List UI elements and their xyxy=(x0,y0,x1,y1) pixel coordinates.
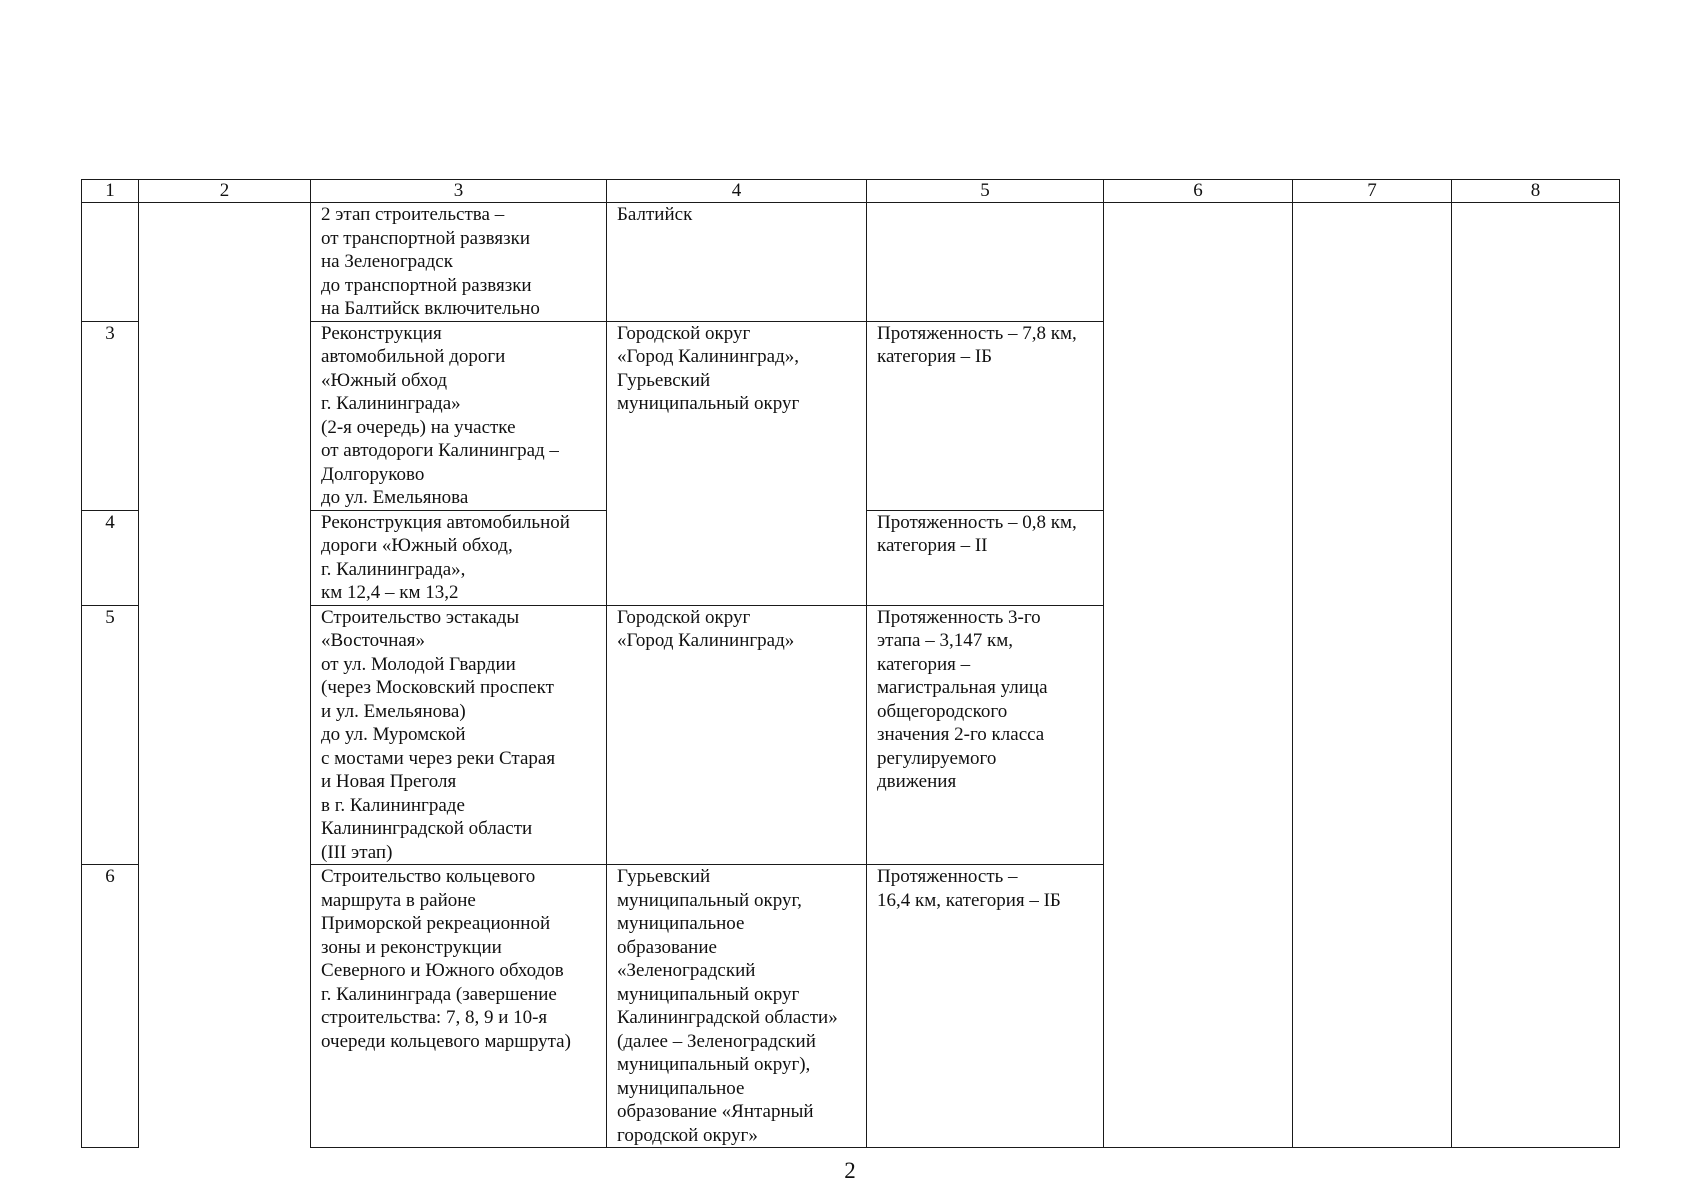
table-row xyxy=(82,203,1620,322)
object-name-cell: Строительство эстакады «Восточная» от ул. Молодой Гвардии (через Московский проспект и ул. Емельянова) до ул. Муромской с мостами через реки Старая и Новая Преголя в г. Калининграде Калининградской области (III этап) xyxy=(311,605,607,865)
column-2-cell xyxy=(139,203,311,1148)
column-8-cell xyxy=(1452,203,1620,1148)
location-cell: Гурьевский муниципальный округ, муниципальное образование «Зеленоградский муниципальный округ Калининградской области» (далее – Зеленоградский муниципальный округ), муниципальное образование «Янтарный городской округ» xyxy=(607,865,867,1148)
object-name-cell: Реконструкция автомобильной дороги «Южный обход, г. Калининграда», км 12,4 – км 13,2 xyxy=(311,510,607,605)
object-name-cell: 2 этап строительства – от транспортной развязки на Зеленоградск до транспортной развязки на Балтийск включительно xyxy=(311,203,607,322)
row-number: 6 xyxy=(82,865,139,1148)
column-6-cell xyxy=(1104,203,1293,1148)
characteristics-cell xyxy=(867,203,1104,322)
column-number-5: 5 xyxy=(867,180,1104,203)
column-number-row xyxy=(82,180,1620,203)
characteristics-cell: Протяженность 3-го этапа – 3,147 км, категория – магистральная улица общегородского значения 2-го класса регулируемого движения xyxy=(867,605,1104,865)
column-number-4: 4 xyxy=(607,180,867,203)
object-name-cell: Строительство кольцевого маршрута в районе Приморской рекреационной зоны и реконструкции Северного и Южного обходов г. Калининграда (завершение строительства: 7, 8, 9 и 10-я очереди кольцевого маршрута) xyxy=(311,865,607,1148)
location-cell: Балтийск xyxy=(607,203,867,322)
projects-table xyxy=(81,179,1620,1148)
row-number: 5 xyxy=(82,605,139,865)
column-number-2: 2 xyxy=(139,180,311,203)
page-number: 2 xyxy=(844,1158,856,1183)
row-number: 3 xyxy=(82,321,139,510)
characteristics-cell: Протяженность – 16,4 км, категория – IБ xyxy=(867,865,1104,1148)
column-7-cell xyxy=(1293,203,1452,1148)
column-number-3: 3 xyxy=(311,180,607,203)
column-number-1: 1 xyxy=(82,180,139,203)
characteristics-cell: Протяженность – 0,8 км, категория – II xyxy=(867,510,1104,605)
location-cell: Городской округ «Город Калининград», Гурьевский муниципальный округ xyxy=(607,321,867,605)
row-number xyxy=(82,203,139,322)
characteristics-cell: Протяженность – 7,8 км, категория – IБ xyxy=(867,321,1104,510)
column-number-7: 7 xyxy=(1293,180,1452,203)
location-cell: Городской округ «Город Калининград» xyxy=(607,605,867,865)
object-name-cell: Реконструкция автомобильной дороги «Южный обход г. Калининграда» (2-я очередь) на участке от автодороги Калининград – Долгоруково до ул. Емельянова xyxy=(311,321,607,510)
row-number: 4 xyxy=(82,510,139,605)
column-number-6: 6 xyxy=(1104,180,1293,203)
column-number-8: 8 xyxy=(1452,180,1620,203)
